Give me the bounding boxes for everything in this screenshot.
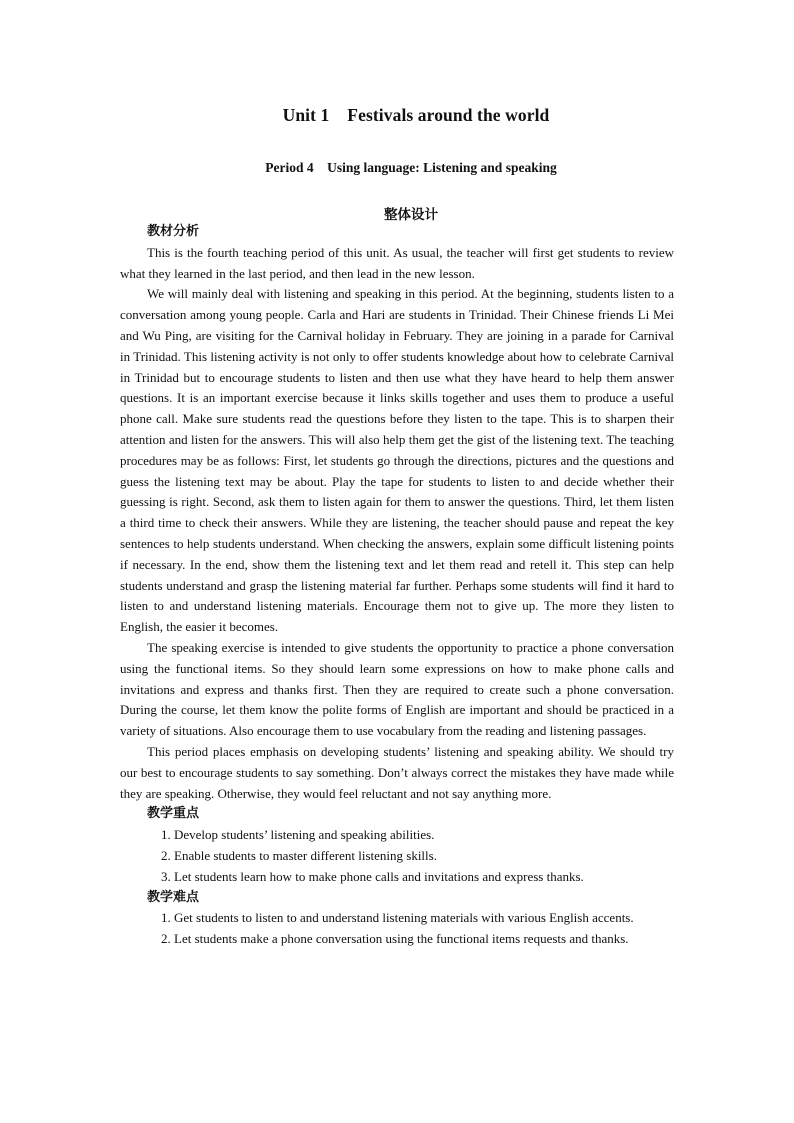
key-point-item: 3. Let students learn how to make phone calls and invitations and express thanks. xyxy=(161,868,584,884)
period-subtitle: Period 4 Using language: Listening and speaking xyxy=(265,160,557,175)
paragraph-4: This period places emphasis on developing students’ listening and speaking ability. We should try our best to encourage students to say something. Don’t always correct the mistakes they have made while they are speaking. Otherwise, they would feel reluctant and not say anything more. xyxy=(120,743,674,801)
paragraph-3: The speaking exercise is intended to give students the opportunity to practice a phone conversation using the functional items. So they should learn some expressions on how to make phone calls and invitations and express and thanks first. Then they are required to create such a phone conversation. During the course, let them know the polite forms of English are important and should be practiced in a variety of situations. Also encourage them to use vocabulary from the reading and listening passages. xyxy=(120,639,674,739)
analysis-heading: 教材分析 xyxy=(147,224,200,239)
difficulties-heading: 教学难点 xyxy=(147,889,200,905)
paragraph-1: This is the fourth teaching period of this unit. As usual, the teacher will first get students to review what they learned in the last period, and then lead in the new lesson. xyxy=(120,244,674,281)
key-point-item: 2. Enable students to master different listening skills. xyxy=(161,847,437,863)
key-point-item: 1. Develop students’ listening and speaking abilities. xyxy=(161,827,435,843)
difficulty-item: 2. Let students make a phone conversation using the functional items requests and thanks. xyxy=(161,931,629,947)
key-points-heading: 教学重点 xyxy=(147,806,200,822)
document-body xyxy=(120,222,674,950)
paragraph-2: We will mainly deal with listening and speaking in this period. At the beginning, students listen to a conversation among young people. Carla and Hari are students in Trinidad. Their Chinese friends Li Mei and Wu Ping, are visiting for the Carnival holiday in February. They are joining in a parade for Carnival in Trinidad. This listening activity is not only to offer students knowledge about how to celebrate Carnival in Trinidad but to encourage students to listen and then use what they have heard to help them answer questions. It is an important exercise because it links skills together and uses them to produce a useful phone call. Make sure students read the questions before they listen to the tape. This is to sharpen their attention and listen for the answers. This will also help them get the gist of the listening text. The teaching procedures may be as follows: First, let students go through the directions, pictures and the questions and guess the listening text may be about. Play the tape for students to listen to and decide whether their guessing is right. Second, ask them to listen again for them to answer the questions. Third, let them listen a third time to check their answers. While they are listening, the teacher should pause and repeat the key sentences to help students understand. When checking the answers, explain some difficult listening points if necessary. In the end, show them the listening text and let them read and retell it. This step can help students understand and grasp the listening material far further. Perhaps some students will find it hard to listen to and understand listening materials. Encourage them not to give up. The more they listen to English, the easier it becomes. xyxy=(120,286,674,635)
difficulty-item: 1. Get students to listen to and understand listening materials with various English accents. xyxy=(161,910,634,926)
section-title: 整体设计 xyxy=(384,207,438,223)
unit-title: Unit 1 Festivals around the world xyxy=(282,105,550,125)
